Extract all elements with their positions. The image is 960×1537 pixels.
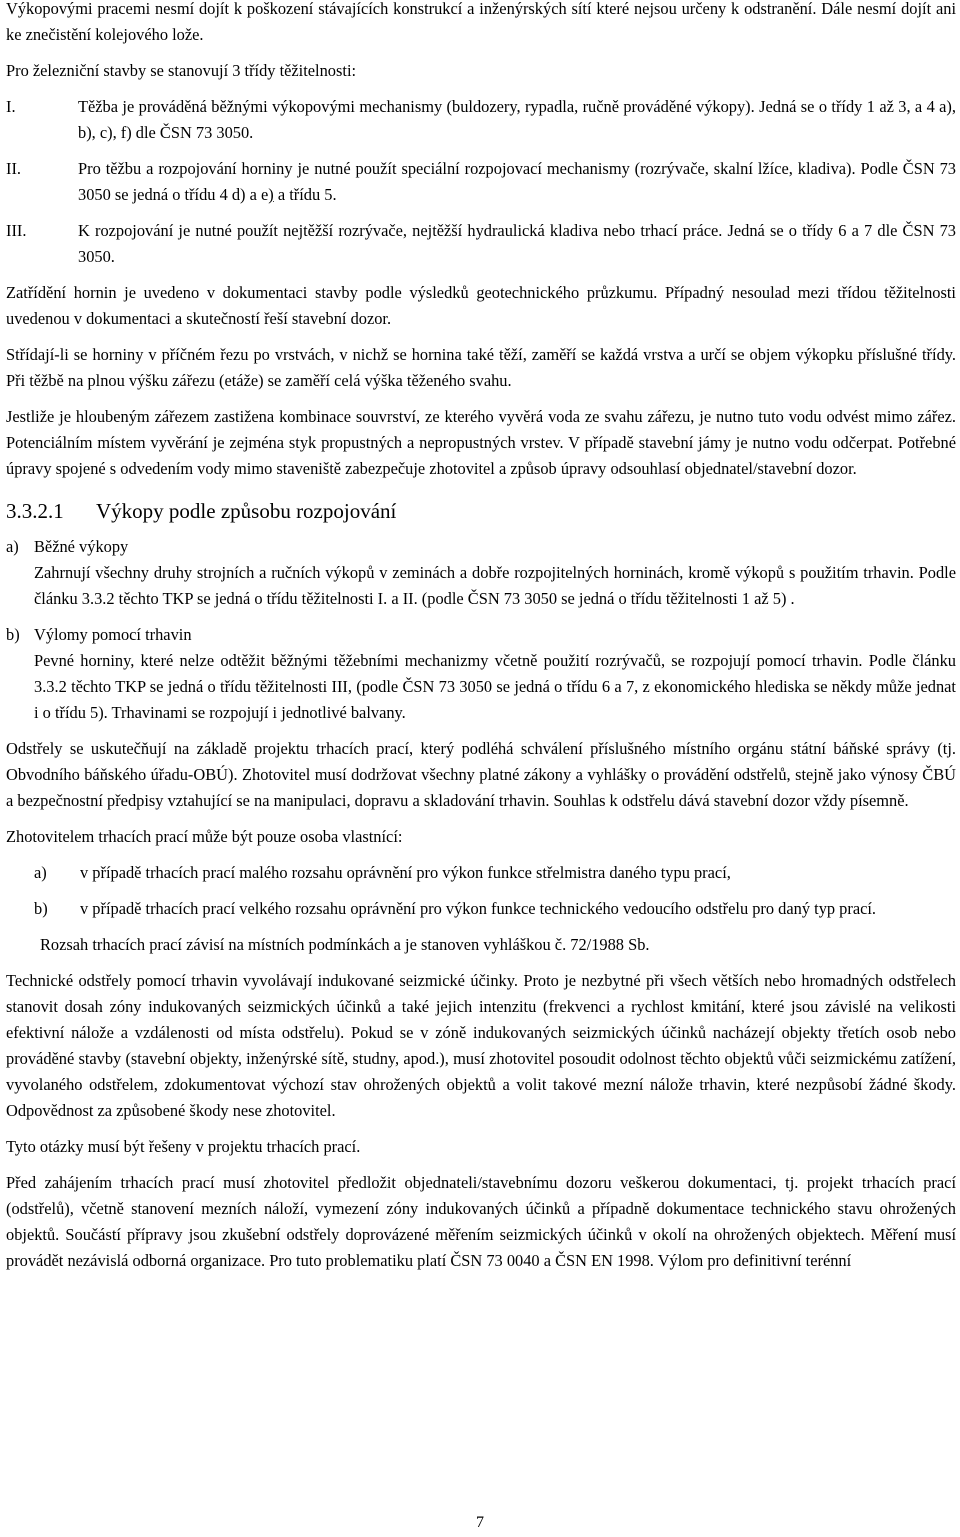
paragraph: Před zahájením trhacích prací musí zhotovitel předložit objednateli/stavebnímu dozoru veškerou dokumentaci, tj. projekt trhacích prací (odstřelů), včetně stanovení mezních náloží, vymezení zóny indukovaných účinků a případně dokumentace technického stavu ohrožených objektů. Součástí přípravy jsou zkušební odstřely doprovázené měřením seizmických účinků v okolí na ohrožených objektech. Měření musí provádět nezávislá odborná organizace. Pro tuto problematiku platí ČSN 73 0040 a ČSN EN 1998. Výlom pro definitivní terénní	[6, 1173, 956, 1270]
section-heading	[6, 496, 956, 526]
paragraph: Tyto otázky musí být řešeny v projektu trhacích prací.	[6, 1137, 361, 1156]
item-title: Výlomy pomocí trhavin	[34, 625, 192, 644]
license-item	[6, 896, 956, 922]
class-number: III.	[6, 221, 27, 240]
class-text-part: Pro těžbu a rozpojování horniny je nutné použít speciální rozpojovací mechanismy (rozrývače, skalní lžíce, kladiva). Podle ČSN 73 3050 se jedná o třídu 4 d) a e	[78, 159, 956, 204]
class-text: K rozpojování je nutné použít nejtěžší rozrývače, nejtěžší hydraulická kladiva nebo trhací práce. Jedná se o třídy 6 a 7 dle ČSN 73 3050.	[78, 221, 956, 266]
license-item	[6, 860, 956, 886]
class-text	[78, 156, 956, 208]
paragraph: Jestliže je hloubeným zářezem zastižena kombinace souvrství, ze kterého vyvěrá voda ze svahu zářezu, je nutno tuto vodu odvést mimo zářez. Potenciálním místem vyvěrání je zejména styk propustných a nepropustných vrstev. V případě stavební jámy je nutno vodu odčerpat. Potřebné úpravy spojené s odvedením vody mimo staveniště zabezpečuje zhotovitel a způsob úpravy odsouhlasí objednatel/stavební dozor.	[6, 407, 956, 478]
item-label: b)	[6, 625, 20, 644]
class-text-underlined: )	[268, 185, 274, 204]
list-item	[6, 622, 956, 726]
license-text: v případě trhacích prací velkého rozsahu oprávnění pro výkon funkce technického vedoucího odstřelu pro daný typ prací.	[80, 899, 877, 918]
classes-intro: Pro železniční stavby se stanovují 3 třídy těžitelnosti:	[6, 61, 357, 80]
class-text-part: a třídu 5.	[273, 185, 337, 204]
paragraph: Zhotovitelem trhacích prací může být pouze osoba vlastnící:	[6, 827, 403, 846]
license-label: a)	[34, 863, 47, 882]
list-item	[6, 534, 956, 612]
paragraph: Rozsah trhacích prací závisí na místních podmínkách a je stanoven vyhláškou č. 72/1988 Sb.	[40, 935, 650, 954]
paragraph: Střídají-li se horniny v příčném řezu po vrstvách, v nichž se hornina také těží, zaměří se každá vrstva a určí se objem výkopku příslušné třídy. Při těžbě na plnou výšku zářezu (etáže) se zaměří celá výška těženého svahu.	[6, 345, 956, 390]
license-text: v případě trhacích prací malého rozsahu oprávnění pro výkon funkce střelmistra daného typu prací,	[80, 863, 731, 882]
section-title: Výkopy podle způsobu rozpojování	[96, 499, 397, 523]
class-number: II.	[6, 159, 22, 178]
class-item-1	[6, 94, 956, 146]
paragraph: Odstřely se uskutečňují na základě projektu trhacích prací, který podléhá schválení příslušného místního orgánu státní báňské správy (tj. Obvodního báňského úřadu-OBÚ). Zhotovitel musí dodržovat všechny platné zákony a vyhlášky o provádění odstřelů, stejně jako výnosy ČBÚ a bezpečnostní předpisy vztahující se na manipulaci, dopravu a skladování trhavin. Souhlas k odstřelu dává stavební dozor vždy písemně.	[6, 739, 956, 810]
class-number: I.	[6, 97, 16, 116]
item-body: Zahrnují všechny druhy strojních a ručních výkopů v zeminách a dobře rozpojitelných horninách, kromě výkopů s použitím trhavin. Podle článku 3.3.2 těchto TKP se jedná o třídu těžitelnosti I. a II. (podle ČSN 73 3050 se jedná o třídu těžitelnosti 1 až 5) .	[34, 563, 956, 608]
intro-paragraph: Výkopovými pracemi nesmí dojít k poškození stávajících konstrukcí a inženýrských sítí které nejsou určeny k odstranění. Dále nesmí dojít ani ke znečistění kolejového lože.	[6, 0, 956, 44]
class-item-3	[6, 218, 956, 270]
item-title: Běžné výkopy	[34, 537, 129, 556]
paragraph: Technické odstřely pomocí trhavin vyvolávají indukované seizmické účinky. Proto je nezbytné při všech větších nebo hromadných odstřelech stanovit dosah zóny indukovaných seizmických účinků a také jejich intenzitu (frekvenci a rychlost kmitání, které jsou závislé na velikosti efektivní nálože a vzdálenosti od místa odstřelu). Pokud se v zóně indukovaných seizmických účinků nacházejí objekty třetích osob nebo prováděné stavby (stavební objekty, inženýrské sítě, studny, apod.), musí zhotovitel posoudit odolnost těchto objektů vůči seizmickému zatížení, vyvolaného odstřelem, zdokumentovat výchozí stav ohrožených objektů a volit takové mezní nálože trhavin, které nezpůsobí žádné škody. Odpovědnost za způsobené škody nese zhotovitel.	[6, 971, 956, 1120]
item-label: a)	[6, 537, 19, 556]
license-label: b)	[34, 899, 48, 918]
paragraph: Zatřídění hornin je uvedeno v dokumentaci stavby podle výsledků geotechnického průzkumu. Případný nesoulad mezi třídou těžitelnosti uvedenou v dokumentaci a skutečností řeší stavební dozor.	[6, 283, 956, 328]
document-page	[6, 0, 956, 1274]
page-number: 7	[476, 1514, 484, 1531]
item-body: Pevné horniny, které nelze odtěžit běžnými těžebními mechanizmy včetně použití rozrývačů, se rozpojují pomocí trhavin. Podle článku 3.3.2 těchto TKP se jedná o třídu těžitelnosti III, (podle ČSN 73 3050 se jedná o třídu 6 a 7, z ekonomického hlediska se někdy může jednat i o třídu 5). Trhavinami se rozpojují i jednotlivé balvany.	[34, 651, 956, 722]
section-number: 3.3.2.1	[6, 499, 64, 523]
class-text: Těžba je prováděná běžnými výkopovými mechanismy (buldozery, rypadla, ručně prováděné výkopy). Jedná se o třídy 1 až 3, a 4 a), b), c), f) dle ČSN 73 3050.	[78, 97, 956, 142]
class-item-2	[6, 156, 956, 208]
